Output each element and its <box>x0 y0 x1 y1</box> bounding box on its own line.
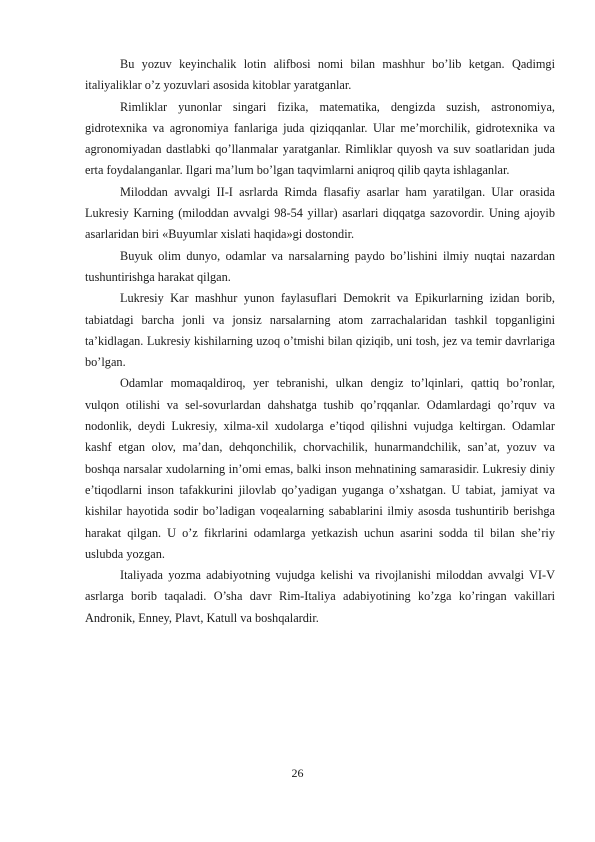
paragraph: Italiyada yozma adabiyotning vujudga kelishi va rivojlanishi miloddan avvalgi VI-V asrlarga borib taqaladi. O’sha davr Rim-Italiya adabiyotining ko’zga ko’ringan vakillari Andronik, Enney, Plavt, Katull va boshqalardir. <box>85 568 555 625</box>
page-number: 26 <box>291 766 304 780</box>
paragraph: Odamlar momaqaldiroq, yer tebranishi, ulkan dengiz to’lqinlari, qattiq bo’ronlar, vulqon otilishi va sel-sovurlardan dahshatga tushib qo’rqqanlar. Odamlardagi qo’rquv va nodonlik, deydi Lukresiy, xilma-xil xudolarga e’tiqod qilishni vujudga keltirgan. Odamlar kashf etgan olov, ma’dan, dehqonchilik, chorvachilik, hunarmandchilik, san’at, yozuv va boshqa narsalar xudolarning in’omi emas, balki inson mehnatining samarasidir. Lukresiy diniy e’tiqodlarni inson tafakkurini jilovlab qo’yadigan yuganga o’xshatgan. U tabiat, jamiyat va kishilar hayotida sodir bo’ladigan voqealarning sabablarini ilmiy asosda tushuntirib berishga harakat qilgan. U o’z fikrlarini odamlarga yetkazish uchun asarini sodda til bilan she’riy uslubda yozgan. <box>85 376 555 561</box>
paragraph: Bu yozuv keyinchalik lotin alifbosi nomi bilan mashhur bo’lib ketgan. Qadimgi italiyaliklar o’z yozuvlari asosida kitoblar yaratganlar. <box>85 57 555 93</box>
paragraph: Miloddan avvalgi II-I asrlarda Rimda flasafiy asarlar ham yaratilgan. Ular orasida Lukresiy Karning (miloddan avvalgi 98-54 yillar) asarlari diqqatga sazovordir. Uning ajoyib asarlaridan biri «Buyumlar xislati haqida»gi dostondir. <box>85 184 555 242</box>
body-text <box>85 54 555 629</box>
paragraph: Rimliklar yunonlar singari fizika, matematika, dengizda suzish, astronomiya, gidrotexnika va agronomiya fanlariga juda qiziqqanlar. Ular me’morchilik, gidrotexnika va agronomiyadan dastlabki qo’llanmalar yaratganlar. Rimliklar quyosh va suv soatlaridan juda erta foydalanganlar. Ilgari ma’lum bo’lgan taqvimlarni aniqroq qilib qayta ishlaganlar. <box>85 99 555 178</box>
paragraph: Lukresiy Kar mashhur yunon faylasuflari Demokrit va Epikurlarning izidan borib, tabiatdagi barcha jonli va jonsiz narsalarning atom zarrachalaridan tashkil topganligini ta’kidlagan. Lukresiy kishilarning uzoq o’tmishi bilan qiziqib, uni tosh, jez va temir davrlariga bo’lgan. <box>85 291 555 370</box>
paragraph: Buyuk olim dunyo, odamlar va narsalarning paydo bo’lishini ilmiy nuqtai nazardan tushuntirishga harakat qilgan. <box>85 248 555 284</box>
